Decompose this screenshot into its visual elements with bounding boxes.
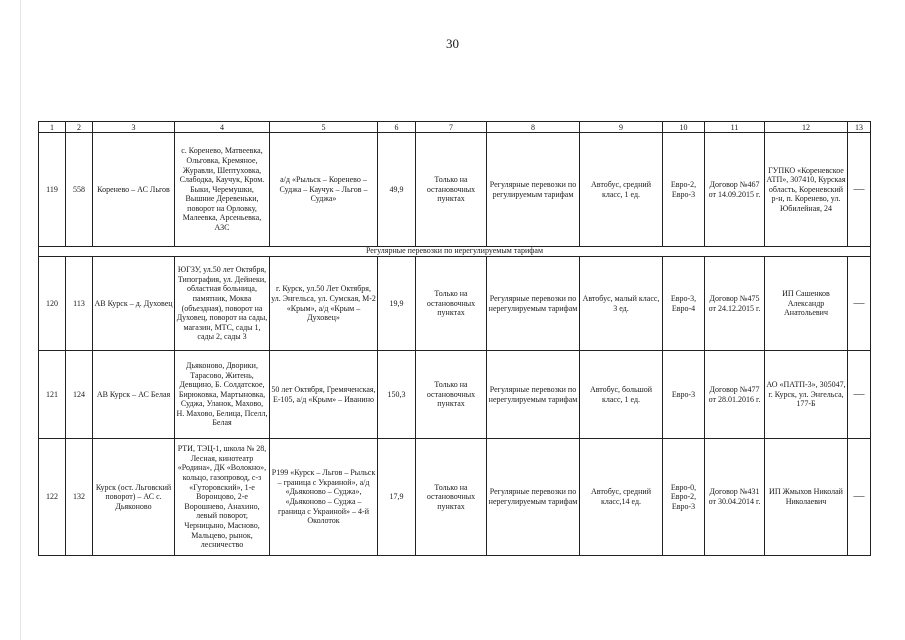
vehicle-class: Автобус, средний класс,14 ед. bbox=[580, 439, 663, 556]
section-header-label: Регулярные перевозки по нерегулируемым тарифам bbox=[365, 246, 544, 255]
route-number: 124 bbox=[66, 351, 93, 439]
table-row bbox=[39, 351, 871, 439]
row-index: 120 bbox=[39, 257, 66, 351]
contract: Договор №431 от 30.04.2014 г. bbox=[705, 439, 765, 556]
note: — bbox=[848, 257, 871, 351]
row-index: 122 bbox=[39, 439, 66, 556]
column-number: 3 bbox=[93, 122, 175, 133]
route-number: 558 bbox=[66, 133, 93, 247]
scan-margin-line bbox=[20, 0, 21, 640]
intermediate-stops: РТИ, ТЭЦ-1, школа № 28, Лесная, кинотеатр «Родина», ДК «Волокно», кольцо, газопровод, с-з «Гуторовский», 1-е Воронцово, 2-е Ворошнево, Анахино, левый поворот, Черницыно, Масново, Мальцево, рынок, лесничество bbox=[175, 439, 270, 556]
contract: Договор №477 от 28.01.2016 г. bbox=[705, 351, 765, 439]
route-number: 132 bbox=[66, 439, 93, 556]
boarding-procedure: Только на остановочных пунктах bbox=[416, 133, 487, 247]
transport-type: Регулярные перевозки по нерегулируемым тарифам bbox=[487, 257, 580, 351]
column-number: 7 bbox=[416, 122, 487, 133]
note: — bbox=[848, 351, 871, 439]
column-number: 12 bbox=[765, 122, 848, 133]
section-header-row bbox=[39, 247, 871, 257]
eco-class: Евро-3, Евро-4 bbox=[663, 257, 705, 351]
route-number: 113 bbox=[66, 257, 93, 351]
carrier: ИП Жмыхов Николай Николаевич bbox=[765, 439, 848, 556]
route-streets: а/д «Рыльск – Коренево – Суджа – Каучук – Льгов – Суджа» bbox=[270, 133, 378, 247]
page-number: 30 bbox=[446, 36, 459, 51]
eco-class: Евро-3 bbox=[663, 351, 705, 439]
route-length: 19,9 bbox=[378, 257, 416, 351]
contract: Договор №475 от 24.12.2015 г. bbox=[705, 257, 765, 351]
route-streets: г. Курск, ул.50 Лет Октября, ул. Энгельса, ул. Сумская, М-2 «Крым», а/д «Крым – Духовец» bbox=[270, 257, 378, 351]
row-index: 121 bbox=[39, 351, 66, 439]
column-number: 6 bbox=[378, 122, 416, 133]
intermediate-stops: ЮГЗУ, ул.50 лет Октября, Типография, ул. Дейнеки, областная больница, памятник, Моква (объездная), поворот на Духовец, поворот на сады, магазин, МТС, сады 1, сады 2, сады 3 bbox=[175, 257, 270, 351]
carrier: АО «ПАТП-3», 305047, г. Курск, ул. Энгельса, 177-Б bbox=[765, 351, 848, 439]
route-streets: Р199 «Курск – Льгов – Рыльск – граница с Украиной», а/д «Дьяконово – Суджа», «Дьяконово – Суджа – граница с Украиной» – 4-й Околоток bbox=[270, 439, 378, 556]
column-number-row bbox=[39, 122, 871, 133]
boarding-procedure: Только на остановочных пунктах bbox=[416, 351, 487, 439]
column-number: 9 bbox=[580, 122, 663, 133]
route-length: 150,3 bbox=[378, 351, 416, 439]
intermediate-stops: Дьяконово, Дворики, Тарасово, Житень, Девщино, Б. Солдатское, Бирюковка, Мартыновка, Суджа, Уланок, Махово, Н. Махово, Белица, Пселл, Белая bbox=[175, 351, 270, 439]
route-name: Коренево – АС Льгов bbox=[93, 133, 175, 247]
table-row bbox=[39, 133, 871, 247]
eco-class: Евро-2, Евро-3 bbox=[663, 133, 705, 247]
table-row bbox=[39, 257, 871, 351]
routes-table bbox=[38, 121, 871, 556]
row-index: 119 bbox=[39, 133, 66, 247]
contract: Договор №467 от 14.09.2015 г. bbox=[705, 133, 765, 247]
carrier: ГУПКО «Кореневское АТП», 307410, Курская область, Кореневский р-н, п. Коренево, ул. Юбилейная, 24 bbox=[765, 133, 848, 247]
route-length: 17,9 bbox=[378, 439, 416, 556]
section-header bbox=[39, 247, 871, 257]
column-number: 11 bbox=[705, 122, 765, 133]
route-length: 49,9 bbox=[378, 133, 416, 247]
column-number: 8 bbox=[487, 122, 580, 133]
vehicle-class: Автобус, большой класс, 1 ед. bbox=[580, 351, 663, 439]
note: — bbox=[848, 133, 871, 247]
route-streets: 50 лет Октября, Гремяченская, Е-105, а/д «Крым» – Иванино bbox=[270, 351, 378, 439]
route-name: АВ Курск – АС Белая bbox=[93, 351, 175, 439]
carrier: ИП Сашенков Александр Анатольевич bbox=[765, 257, 848, 351]
column-number: 4 bbox=[175, 122, 270, 133]
vehicle-class: Автобус, средний класс, 1 ед. bbox=[580, 133, 663, 247]
route-name: Курск (ост. Льговский поворот) – АС с. Дьяконово bbox=[93, 439, 175, 556]
column-number: 5 bbox=[270, 122, 378, 133]
table-row bbox=[39, 439, 871, 556]
intermediate-stops: с. Коренево, Матвеевка, Ольговка, Кремяное, Журавли, Шептуховка, Слабодка, Каучук, Кром. Быки, Черемушки, Вышние Деревеньки, поворот на Орловку, Малеевка, Арсеньевка, АЗС bbox=[175, 133, 270, 247]
transport-type: Регулярные перевозки по нерегулируемым тарифам bbox=[487, 439, 580, 556]
column-number: 2 bbox=[66, 122, 93, 133]
note: — bbox=[848, 439, 871, 556]
transport-type: Регулярные перевозки по нерегулируемым тарифам bbox=[487, 351, 580, 439]
column-number: 13 bbox=[848, 122, 871, 133]
column-number: 1 bbox=[39, 122, 66, 133]
vehicle-class: Автобус, малый класс, 3 ед. bbox=[580, 257, 663, 351]
boarding-procedure: Только на остановочных пунктах bbox=[416, 257, 487, 351]
transport-type: Регулярные перевозки по регулируемым тарифам bbox=[487, 133, 580, 247]
eco-class: Евро-0, Евро-2, Евро-3 bbox=[663, 439, 705, 556]
boarding-procedure: Только на остановочных пунктах bbox=[416, 439, 487, 556]
column-number: 10 bbox=[663, 122, 705, 133]
route-name: АВ Курск – д. Духовец bbox=[93, 257, 175, 351]
